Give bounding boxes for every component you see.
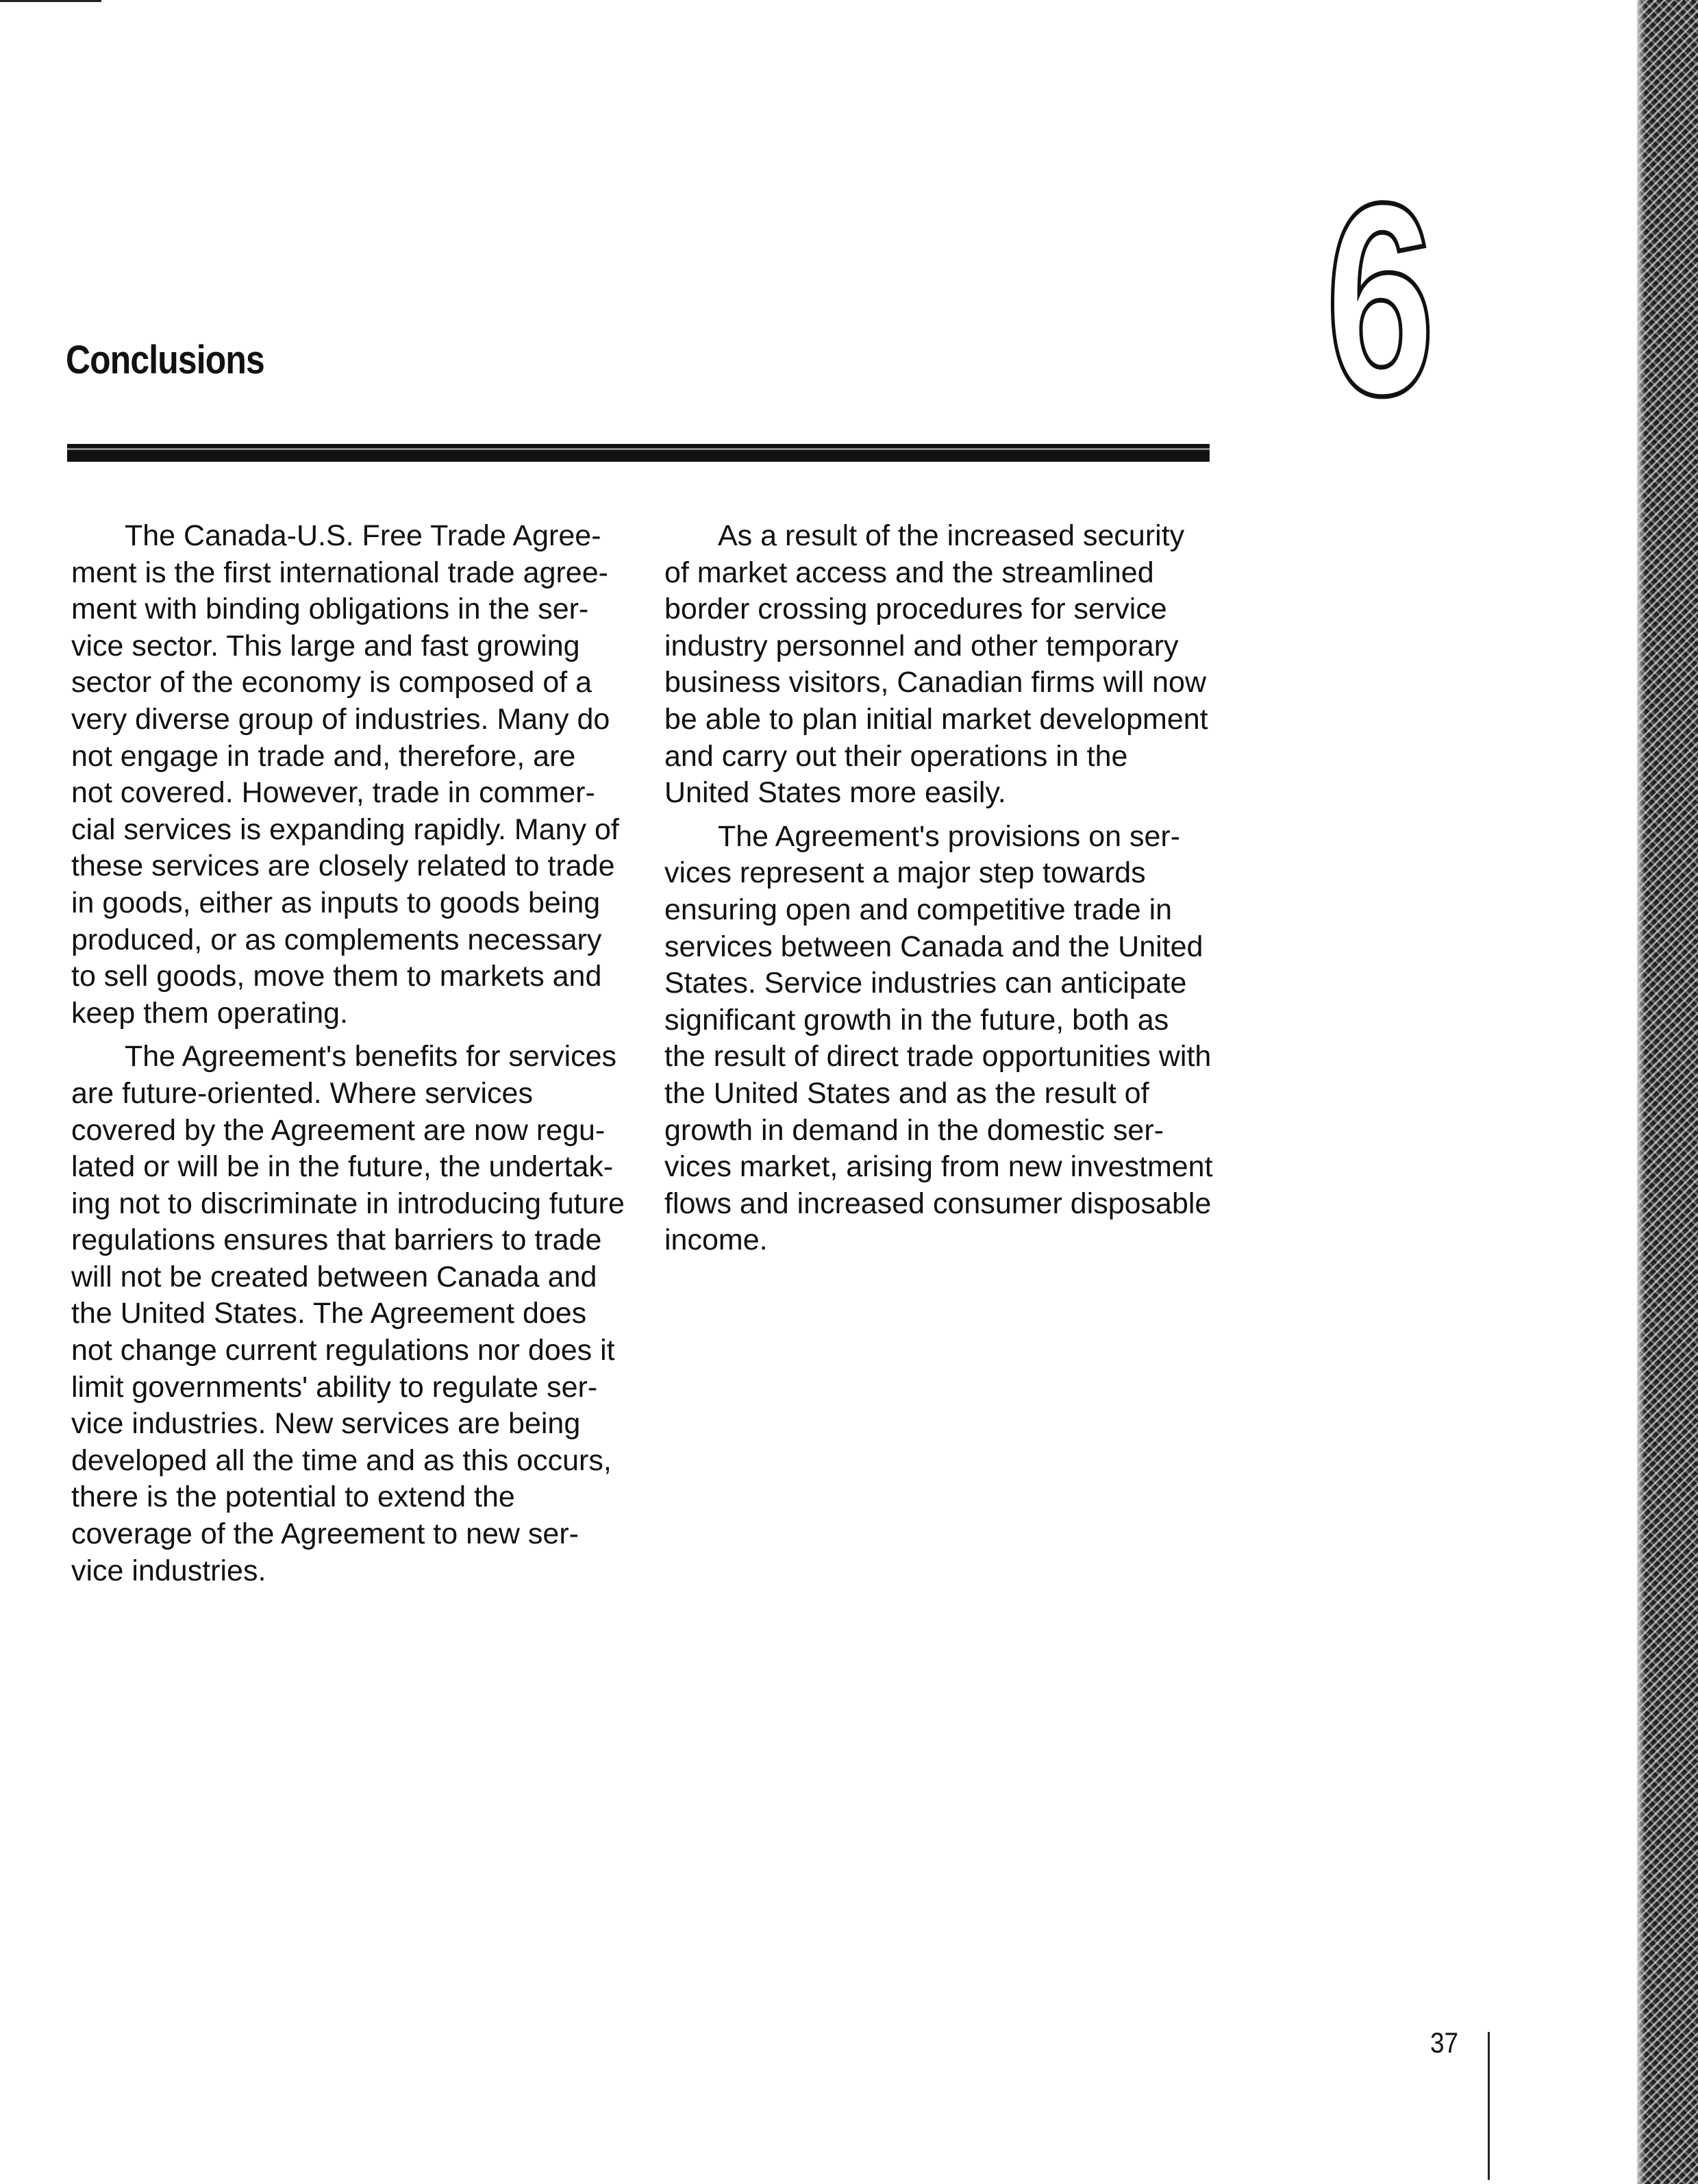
- chapter-title: Conclusions: [66, 338, 264, 382]
- right-column: [664, 518, 1219, 1266]
- page-number-rule: [1488, 2032, 1490, 2180]
- paragraph: The Canada-U.S. Free Trade Agree- ment is the first international trade agree- ment with binding obligations in the ser- vice sector. This large and fast growing sector of the economy is composed of a very diverse group of industries. Many do not engage in trade and, therefore, are not covered. However, trade in commer- cial services is expanding rapidly. Many of these services are closely related to trade in goods, either as inputs to goods being produced, or as complements necessary to sell goods, move them to markets and keep them operating.: [71, 519, 619, 1030]
- left-column: [71, 518, 626, 1596]
- chapter-number-text: 6: [1325, 158, 1436, 432]
- scanned-page-edge: [1637, 0, 1698, 2184]
- paragraph: The Agreement's provisions on ser- vices represent a major step towards ensuring open and competitive trade in services between Canada and the United States. Service industries can anticipate significant growth in the future, both as the result of direct trade opportunities with the United States and as the result of growth in demand in the domestic ser- vices market, arising from new investment flows and increased consumer disposable income.: [664, 819, 1213, 1257]
- paragraph: As a result of the increased security of market access and the streamlined border crossing procedures for service industry personnel and other temporary business visitors, Canadian firms will now be able to plan initial market development and carry out their operations in the United States more easily.: [664, 519, 1208, 810]
- chapter-number: [1305, 158, 1456, 432]
- page-number: 37: [1430, 2026, 1459, 2059]
- top-corner-rule: [0, 0, 101, 2]
- paragraph: The Agreement's benefits for services are future-oriented. Where services covered by the Agreement are now regu- lated or will be in the future, the undertak- ing not to discriminate in introducing future regulations ensures that barriers to trade will not be created between Canada and the United States. The Agreement does not change current regulations nor does it limit governments' ability to regulate ser- vice industries. New services are being developed all the time and as this occurs, there is the potential to extend the coverage of the Agreement to new ser- vice industries.: [71, 1040, 625, 1587]
- title-divider-bar: [67, 444, 1210, 462]
